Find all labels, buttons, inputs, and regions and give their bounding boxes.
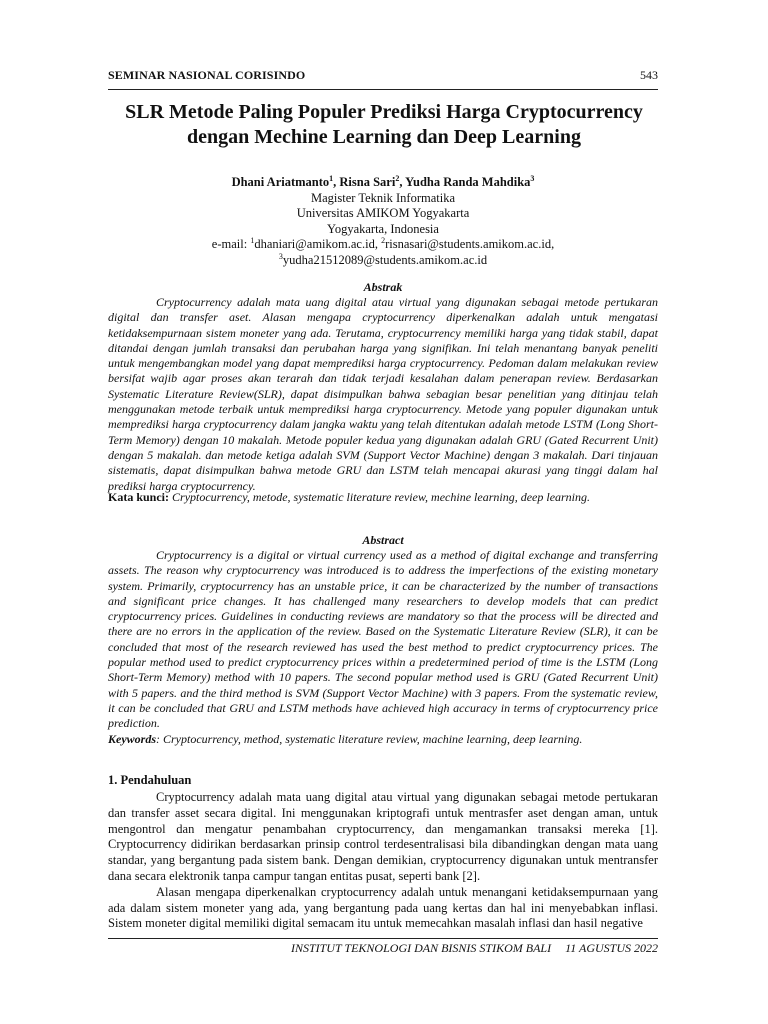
email-3-sup: 3 [278,251,283,261]
city: Yogyakarta, Indonesia [327,221,439,236]
section-pendahuluan [108,773,658,932]
header-rule [108,89,658,90]
keywords [108,732,658,747]
footer-date: 11 AGUSTUS 2022 [565,941,658,955]
author-separator: , [399,175,406,189]
section-paragraph-2: Alasan mengapa diperkenalkan cryptocurrency adalah untuk menangani ketidaksempurnaan yang ada dalam sistem moneter yang ada, yang bergantung pada uang kertas dan hal ini menyebabkan inflasi. Sistem moneter digital memiliki digital semacam itu untuk memecahkan masalah inflasi dan hasil negative [108,884,658,931]
paper-title [100,100,668,150]
abstract-body: Cryptocurrency is a digital or virtual currency used as a method of digital exchange and transferring assets. The reason why cryptocurrency was introduced is to address the imperfections of the existing monetary system. Primarily, cryptocurrency has an unstable price, it can be characterized by the number of transactions and significant price changes. It has challenged many researchers to develop models that can predict cryptocurrency prices. Guidelines in conducting reviews are mandatory so that the process will be directed and there are no errors in the application of the review. Based on the Systematic Literature Review (SLR), it can be concluded that most of the research reviewed has used the best method to predict cryptocurrency prices. The popular method used to predict cryptocurrency prices within a predetermined period of time is the LSTM (Long Short-Term Memory) method with 10 papers. The second popular method used is GRU (Gated Recurrent Unit) with 5 papers. and the third method is SVM (Support Vector Machine) with 3 papers. From the systematic review, it can be concluded that GRU and LSTM methods have achieved high accuracy in terms of cryptocurrency price prediction. [108,548,658,731]
footer-institution: INSTITUT TEKNOLOGI DAN BISNIS STIKOM BALI [290,941,552,955]
email-1-sup: 1 [250,235,255,245]
keywords-text: : Cryptocurrency, method, systematic literature review, machine learning, deep learning. [156,732,583,746]
abstract-section [108,533,658,732]
title-line-1: SLR Metode Paling Populer Prediksi Harga Cryptocurrency [125,101,643,123]
running-header [108,68,658,83]
email-line-1 [108,237,658,253]
author-1-affil: 1 [329,173,334,183]
email-2-sup: 2 [381,235,386,245]
author-separator: , [333,175,340,189]
abstrak-heading: Abstrak [363,280,403,294]
author-1: Dhani Ariatmanto [231,175,330,189]
email-3: yudha21512089@students.amikom.ac.id [282,252,488,267]
abstract-heading: Abstract [362,533,404,547]
abstrak-section [108,280,658,494]
section-heading: 1. Pendahuluan [108,773,192,787]
kata-kunci [108,490,658,505]
email-2: risnasari@students.amikom.ac.id, [385,237,555,251]
author-3: Yudha Randa Mahdika [405,175,531,189]
footer-rule [108,938,658,939]
author-2-affil: 2 [395,173,400,183]
email-line-2 [108,253,658,269]
title-line-2: dengan Mechine Learning dan Deep Learning [187,126,581,148]
author-3-affil: 3 [530,173,535,183]
department: Magister Teknik Informatika [311,190,455,205]
author-2: Risna Sari [339,175,396,189]
author-list [108,175,658,191]
kata-kunci-label: Kata kunci: [108,490,170,504]
university: Universitas AMIKOM Yogyakarta [296,206,470,220]
conference-name: SEMINAR NASIONAL CORISINDO [108,68,306,82]
abstrak-body: Cryptocurrency adalah mata uang digital atau virtual yang digunakan sebagai metode pertukaran digital dan transfer aset. Alasan mengapa cryptocurrency diperkenalkan adalah untuk mengatasi ketidaksempurnaan sistem moneter yang ada. Terutama, cryptocurrency memiliki harga yang tidak stabil, dapat ditandai dengan jumlah transaksi dan perubahan harga yang signifikan. Ini telah menantang banyak peneliti untuk mengembangkan model yang dapat memprediksi harga cryptocurrency. Pedoman dalam melakukan review bersifat wajib agar proses akan terarah dan tidak terjadi kesalahan dalam penerapan review. Berdasarkan Systematic Literature Review(SLR), dapat disimpulkan bahwa sebagian besar penelitian yang ditinjau telah menggunakan metode terbaik untuk memprediksi harga cryptocurrency. Metode yang populer digunakan untuk memprediksi harga cryptocurrency dalam jangka waktu yang telah ditentukan adalah metode LSTM (Long Short-Term Memory) dengan 10 makalah. Metode populer kedua yang digunakan adalah GRU (Gated Recurrent Unit) dengan 5 makalah. dan metode ketiga adalah SVM (Support Vector Machine) dengan 3 makalah. Dari tinjauan sistematis, dapat disimpulkan bahwa metode GRU dan LSTM telah mencapai akurasi yang tinggi dalam hal prediksi harga cryptocurrency. [108,295,658,493]
email-prefix: e-mail: [211,237,251,251]
page-number: 543 [640,68,658,82]
keywords-label: Keywords [108,732,156,746]
running-footer [108,941,658,956]
author-info [108,175,658,268]
section-paragraph-1: Cryptocurrency adalah mata uang digital atau virtual yang digunakan sebagai metode pertukaran dan transfer asset secara digital. Ini menggunakan kriptografi untuk mentrasfer aset dengan aman, untuk mengontrol dan mengatur penambahan cryptocurrency, dan mengamankan transaksi mereka [1]. Cryptocurrency didirikan berdasarkan prinsip control terdesentralisasi bila dibandingkan dengan mata uang standar, yang bergantung pada sistem bank. Dengan demikian, cryptocurrency digunakan untuk mentransfer dana secara elektronik tanpa campur tangan entitas pusat, seperti bank [2]. [108,790,658,883]
kata-kunci-text: Cryptocurrency, metode, systematic literature review, mechine learning, deep learning. [169,490,591,504]
email-1: dhaniari@amikom.ac.id, [254,237,382,251]
